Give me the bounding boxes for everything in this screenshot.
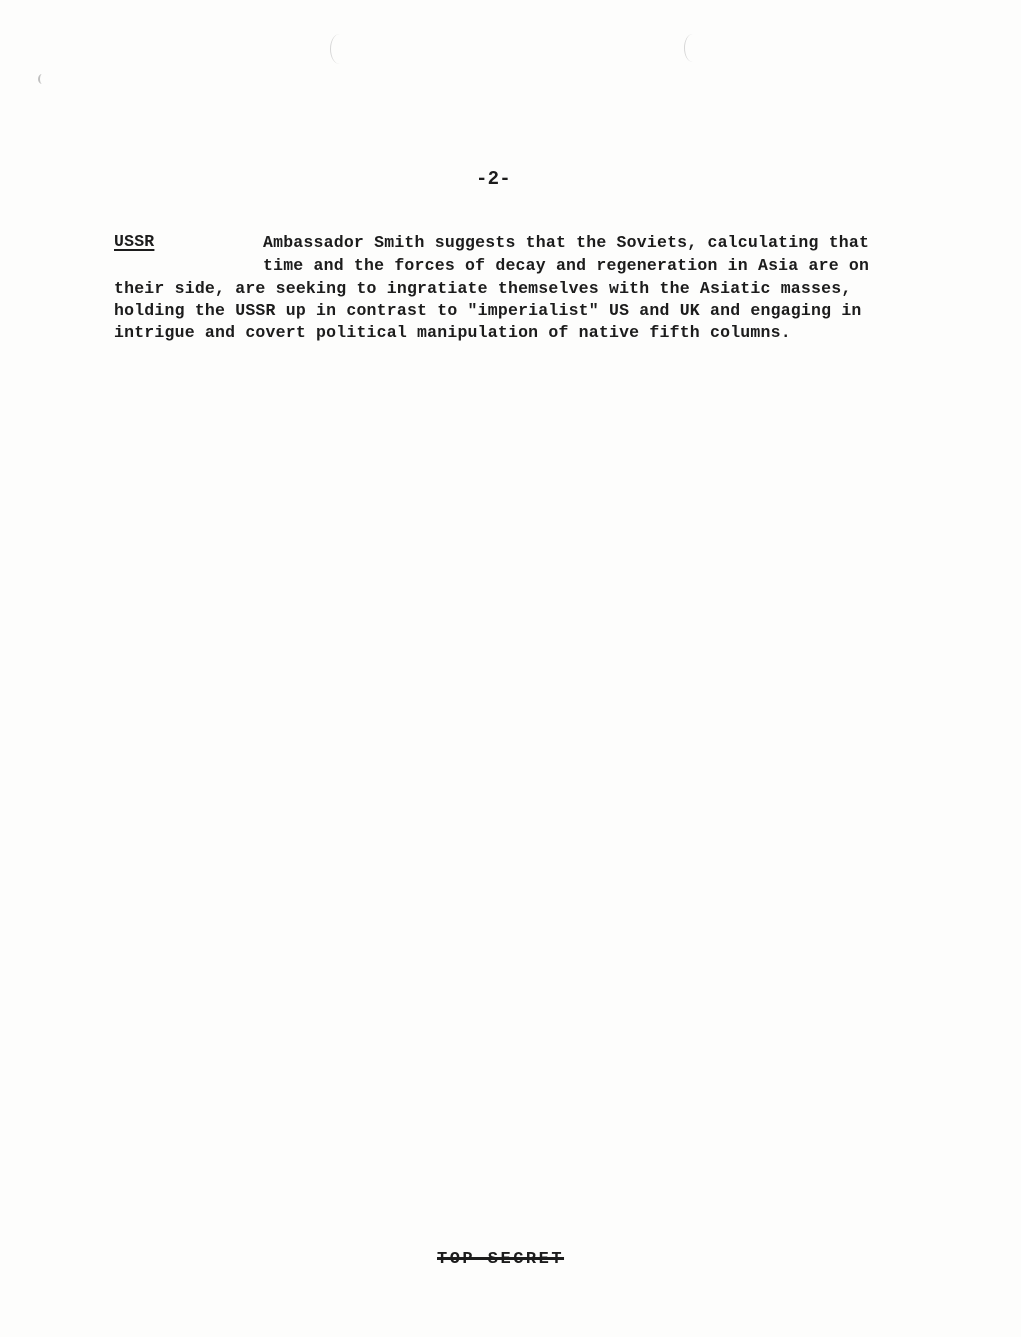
page-number: -2- (476, 168, 511, 190)
section-heading: USSR (114, 232, 155, 251)
classification-marking: TOP SECRET (437, 1250, 565, 1269)
paragraph-line: intrigue and covert political manipulation of native fifth columns. (114, 323, 791, 342)
paragraph-line: time and the forces of decay and regeneration in Asia are on (263, 256, 870, 275)
paragraph-line: Ambassador Smith suggests that the Soviets, calculating that (263, 233, 870, 252)
paragraph-line: their side, are seeking to ingratiate themselves with the Asiatic masses, (114, 279, 852, 298)
stray-mark (38, 74, 46, 84)
punch-hole-mark (684, 34, 701, 62)
paragraph-line: holding the USSR up in contrast to "imperialist" US and UK and engaging in (114, 301, 862, 320)
punch-hole-mark (330, 34, 349, 64)
